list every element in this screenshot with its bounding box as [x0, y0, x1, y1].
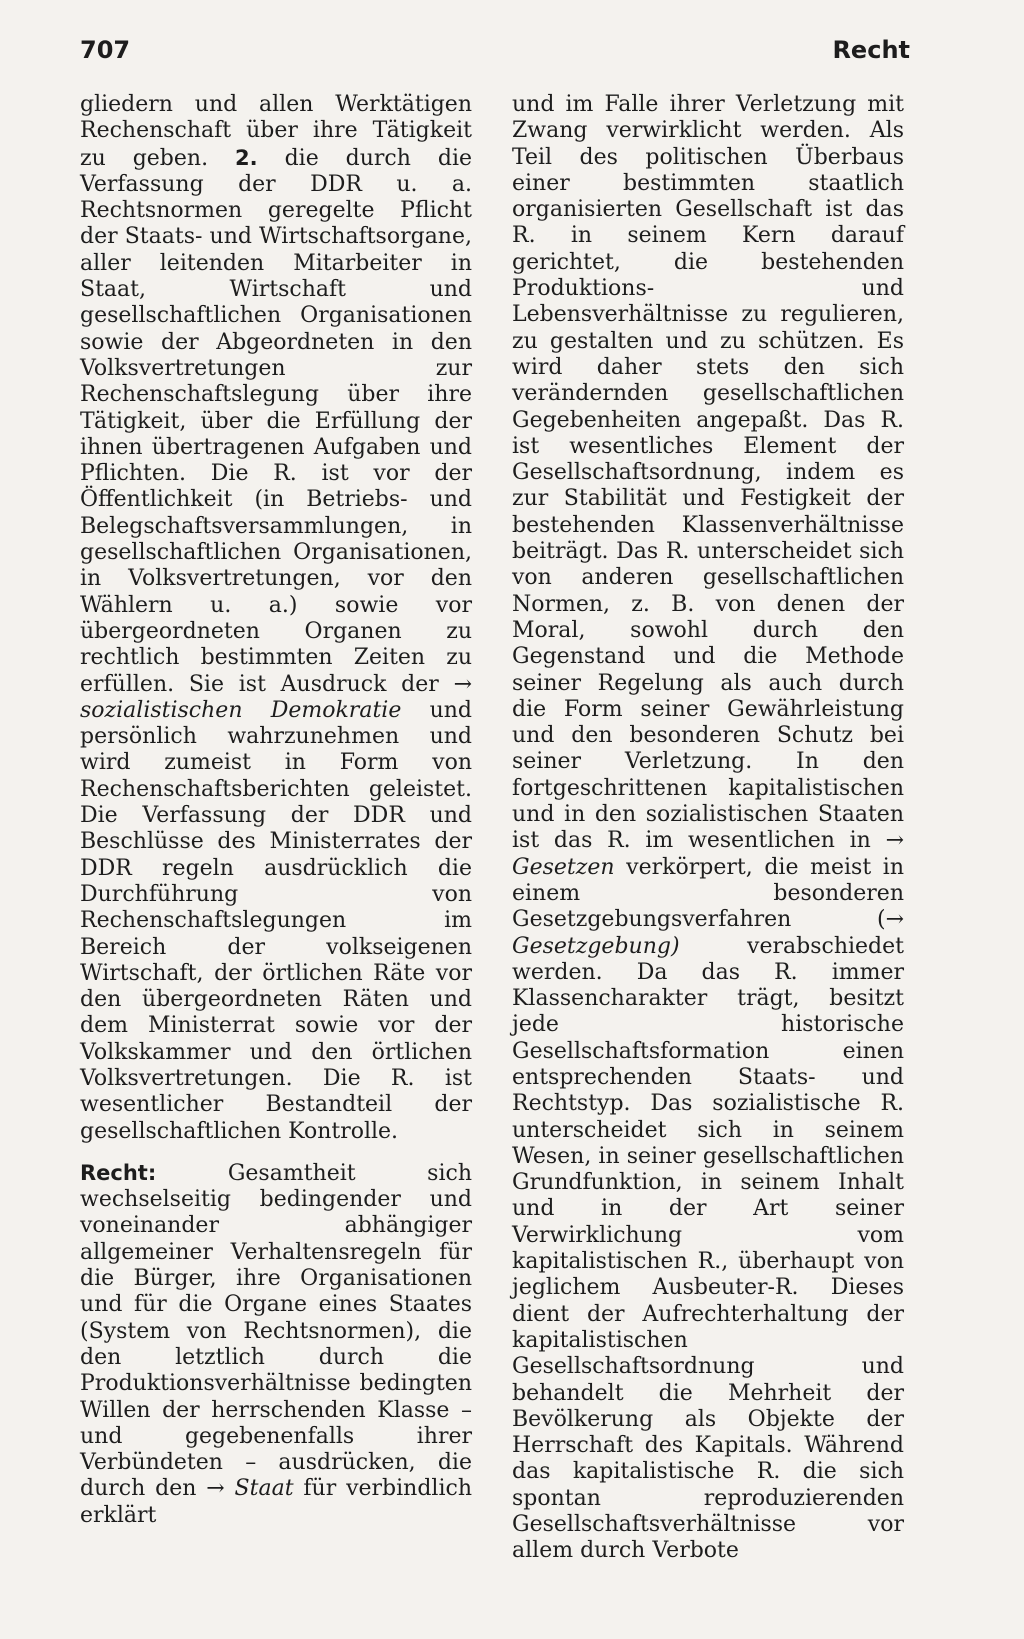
text-run: verkörpert, die meist in einem besonderen Gesetzgebungsverfahren ( [512, 854, 904, 933]
cross-reference-arrow-icon: → [206, 1476, 225, 1502]
cross-reference-arrow-icon: → [885, 828, 904, 854]
running-head: Recht [832, 36, 910, 64]
entry-lemma: Recht: [80, 1160, 157, 1185]
text-run: und im Falle ihrer Verletzung mit Zwang verwirklicht werden. Als Teil des politischen Überbaus einer bestimmten staatlich organisierten Gesellschaft ist das R. in seinem Kern darauf gerichtet, die bestehenden Produktions- und Lebensverhältnisse zu regulieren, zu gestalten und zu schützen. Es wird daher stets den sich verändernden gesellschaftlichen Gegebenheiten angepaßt. Das R. ist wesentliches Element der Gesellschaftsordnung, indem es zur Stabilität und Festigkeit der bestehenden Klassenverhältnisse beiträgt. Das R. unterscheidet sich von anderen gesellschaftlichen Normen, z. B. von denen der Moral, sowohl durch den Gegenstand und die Methode seiner Regelung als auch durch die Form seiner Gewährleistung und den besonderen Schutz bei seiner Verletzung. In den fortgeschrittenen kapitalistischen und in den sozialistischen Staaten ist das R. im wesentlichen in [512, 92, 904, 854]
cross-reference: sozialistischen Demokratie [80, 697, 402, 723]
text-run: und persönlich wahrzunehmen und wird zumeist in Form von Rechenschaftsberichten geleistet. Die Verfassung der DDR und Beschlüsse des Ministerrates der DDR regeln ausdrücklich die Durchführung von Rechenschaftslegungen im Bereich der volkseigenen Wirtschaft, der örtlichen Räte vor den übergeordneten Räten und dem Ministerrat sowie vor der Volkskammer und den örtlichen Volksvertretungen. Die R. ist wesentlicher Bestandteil der gesellschaftlichen Kontrolle. [80, 697, 472, 1144]
text-run: Gesamtheit sich wechselseitig bedingender und voneinander abhängiger allgemeiner Verhaltensregeln für die Bürger, ihre Organisationen und für die Organe eines Staates (System von Rechtsnormen), die den letztlich durch die Produktionsverhältnisse bedingten Willen der herrschenden Klasse – und gegebenenfalls ihrer Verbündeten – ausdrücken, die durch den [80, 1160, 472, 1502]
cross-reference-arrow-icon: → [453, 671, 472, 697]
right-column [512, 92, 904, 1565]
text-run: die durch die Verfassung der DDR u. a. Rechtsnormen geregelte Pflicht der Staats- und Wirtschaftsorgane, aller leitenden Mitarbeiter in Staat, Wirtschaft und gesellschaftlichen Organisationen sowie der Abgeordneten in den Volksvertretungen zur Rechenschaftslegung über ihre Tätigkeit, über die Erfüllung der ihnen übertragenen Aufgaben und Pflichten. Die R. ist vor der Öffentlichkeit (in Betriebs- und Belegschaftsversammlungen, in gesellschaftlichen Organisationen, in Volksvertretungen, vor den Wählern u. a.) sowie vor übergeordneten Organen zu rechtlich bestimmten Zeiten zu erfüllen. Sie ist Ausdruck der [80, 145, 472, 697]
text-run: verabschiedet werden. Da das R. immer Klassencharakter trägt, besitzt jede historische Gesellschaftsformation einen entsprechenden Staats- und Rechtstyp. Das sozialistische R. unterscheidet sich in seinem Wesen, in seiner gesellschaftlichen Grundfunktion, in seinem Inhalt und in der Art seiner Verwirklichung vom kapitalistischen R., überhaupt von jeglichem Ausbeuter-R. Dieses dient der Aufrechterhaltung der kapitalistischen Gesellschaftsordnung und behandelt die Mehrheit der Bevölkerung als Objekte der Herrschaft des Kapitals. Während das kapitalistische R. die sich spontan reproduzierenden Gesellschaftsverhältnisse vor allem durch Verbote [512, 933, 904, 1564]
cross-reference: Gesetzen [512, 854, 615, 880]
entry-continuation-paragraph [80, 92, 472, 1145]
page-number: 707 [80, 36, 131, 64]
cross-reference: Staat [234, 1476, 294, 1502]
entry-paragraph-recht [80, 1160, 472, 1529]
cross-reference-arrow-icon: → [885, 907, 904, 933]
enumeration-number: 2. [235, 145, 258, 170]
left-column [80, 92, 472, 1529]
cross-reference: Gesetzgebung) [512, 933, 680, 959]
text-run: gliedern und allen Werktätigen Rechenschaft über ihre Tätigkeit zu geben. [80, 92, 472, 171]
entry-continuation-paragraph [512, 92, 904, 1565]
page-header [80, 36, 910, 68]
text-run: für verbindlich erklärt [80, 1476, 472, 1528]
